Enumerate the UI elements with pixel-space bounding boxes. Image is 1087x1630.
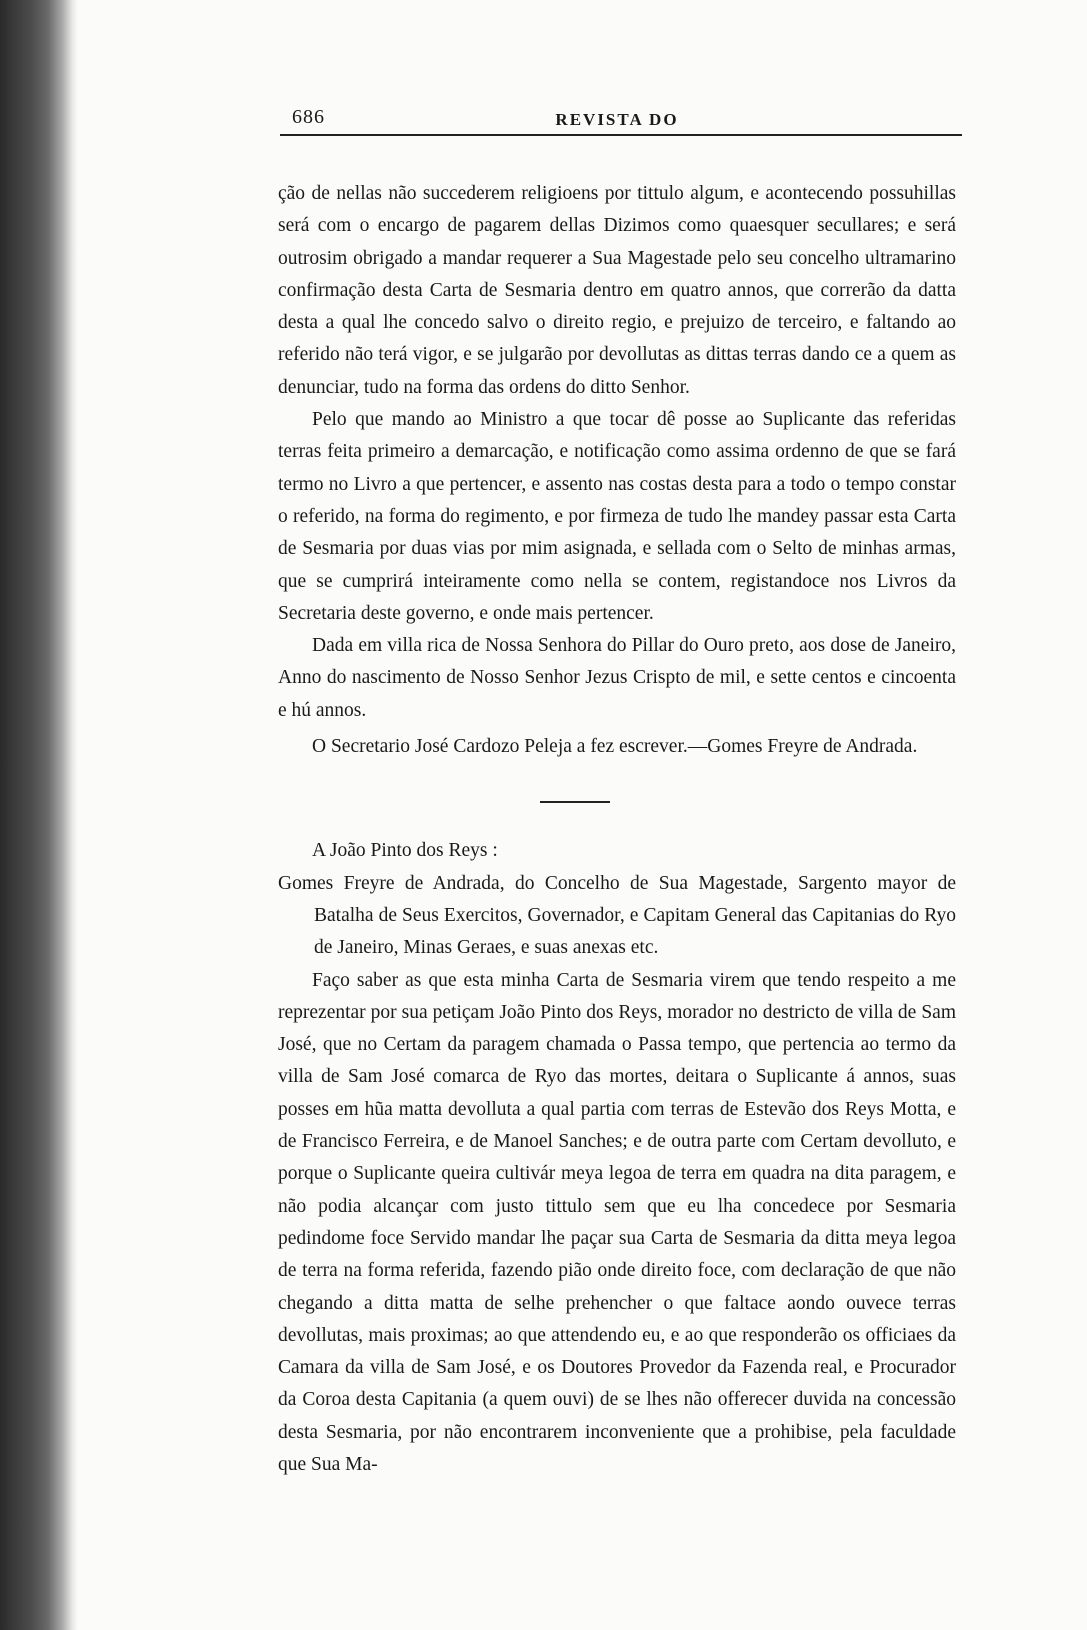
paragraph: Faço saber as que esta minha Carta de Sesmaria virem que tendo respeito a me reprezentar por sua petiçam João Pinto dos Reys, morador no destricto de villa de Sam José, que no Certam da paragem chamada o Passa tempo, que pertencia ao termo da villa de Sam José comarca de Ryo das mortes, deitara o Suplicante á annos, suas posses em hũa matta devolluta a qual partia com terras de Estevão dos Reys Motta, e de Francisco Ferreira, e de Manoel Sanches; e de outra parte com Certam devolluto, e porque o Suplicante queira cultivár meya legoa de terra em quadra na dita paragem, e não podia alcançar com justo tittulo sem que eu lha concedece por Sesmaria pedindome foce Servido mandar lhe paçar sua Carta de Sesmaria da ditta meya legoa de terra na forma referida, fazendo pião onde direito foce, com declaração de que não chegando a ditta matta de selhe prehencher o que faltace aondo ouvece terras devollutas, mais proximas; ao que attendendo eu, e ao que responderão os officiaes da Camara da villa de Sam José, e os Doutores Provedor da Fazenda real, e Procurador da Coroa desta Capitania (a quem ouvi) de se lhes não offerecer duvida na concessão desta Sesmaria, por não encontrarem inconveniente que a prohibise, pela faculdade que Sua Ma- [278, 969, 956, 1475]
book-page [278, 96, 956, 1481]
grantor-titles: Gomes Freyre de Andrada, do Concelho de Sua Magestade, Sargento mayor de Batalha de Seus Exercitos, Governador, e Capitam General das Capitanias do Ryo de Janeiro, Minas Geraes, e suas anexas etc. [278, 872, 956, 959]
paragraph-continuation: ção de nellas não succederem religioens por tittulo algum, e acontecendo possuhillas será com o encargo de pagarem dellas Dizimos como quaesquer secullares; e será outrosim obrigado a mandar requerer a Sua Magestade pelo seu concelho ultramarino confirmação desta Carta de Sesmaria dentro em quatro annos, que correrão da datta desta a qual lhe concedo salvo o direito regio, e prejuizo de terceiro, e faltando ao referido não terá vigor, e se julgarão por devollutas as dittas terras dando ce a quem as denunciar, tudo na forma das ordens do ditto Senhor. [278, 183, 956, 398]
paragraph-dating: Dada em villa rica de Nossa Senhora do Pillar do Ouro preto, aos dose de Janeiro, Anno do nascimento de Nosso Senhor Jezus Crispto de mil, e sette centos e cincoenta e hú annos. [278, 635, 956, 721]
section-divider [540, 801, 610, 803]
book-binding-shadow [0, 0, 78, 1630]
addressee-line: A João Pinto dos Reys : [312, 840, 498, 862]
running-head [278, 96, 956, 132]
page-number: 686 [292, 106, 325, 128]
body-text [278, 178, 956, 1481]
header-rule [280, 134, 962, 136]
paragraph-signature: O Secretario José Cardozo Peleja a fez escrever.—Gomes Freyre de Andrada. [312, 736, 918, 758]
paragraph: Pelo que mando ao Ministro a que tocar dê posse ao Suplicante das referidas terras feita primeiro a demarcação, e notificação como assima ordenno de que se fará termo no Livro a que pertencer, e assento nas costas desta para a todo o tempo constar o referido, na forma do regimento, e por firmeza de tudo lhe mandey passar esta Carta de Sesmaria por duas vias por mim asignada, e sellada com o Selto de minhas armas, que se cumprirá inteiramente como nella se contem, registandoce nos Livros da Secretaria deste governo, e onde mais pertencer. [278, 409, 956, 624]
header-title: REVISTA DO [555, 110, 679, 129]
